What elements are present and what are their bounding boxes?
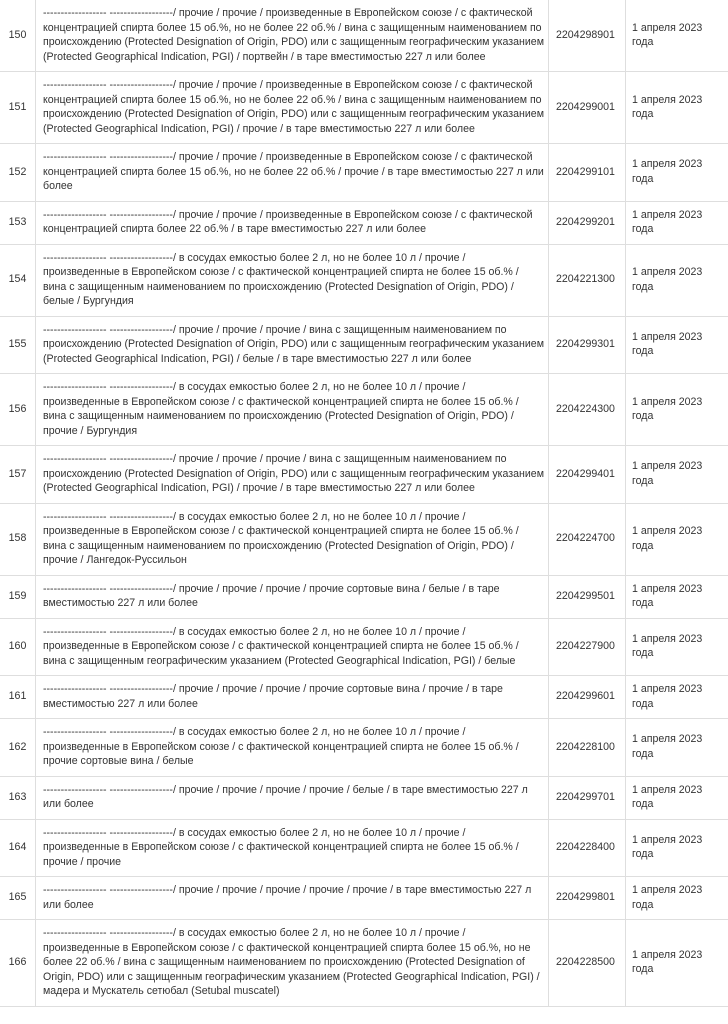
row-description: ------------------ ------------------/ прочие / прочие / прочие / прочие сортовые вина / прочие / в таре вместимостью 227 л или более xyxy=(36,676,549,719)
row-description: ------------------ ------------------/ прочие / прочие / прочие / вина с защищенным наименованием по происхождению (Protected Designation of Origin, PDO) или с защищенным географическим указанием (Protected Geographical Indication, PGI) / прочие / в таре вместимостью 227 л или более xyxy=(36,446,549,504)
row-number: 159 xyxy=(0,575,36,618)
row-effective-date: 1 апреля 2023 года xyxy=(626,72,728,144)
row-description: ------------------ ------------------/ прочие / прочие / произведенные в Европейском союзе / с фактической концентрацией спирта более 15 об.%, но не более 22 об.% / вина с защищенным наименованием по происхождению (Protected Designation of Origin, PDO) или с защищенным географическим указанием (Protected Geographical Indication, PGI) / прочие / в таре вместимостью 227 л или более xyxy=(36,72,549,144)
row-code: 2204228400 xyxy=(549,819,626,877)
row-description: ------------------ ------------------/ прочие / прочие / прочие / прочие / белые / в таре вместимостью 227 л или более xyxy=(36,776,549,819)
row-description: ------------------ ------------------/ прочие / прочие / произведенные в Европейском союзе / с фактической концентрацией спирта более 22 об.% / в таре вместимостью 227 л или более xyxy=(36,201,549,244)
row-effective-date: 1 апреля 2023 года xyxy=(626,316,728,374)
row-code: 2204299101 xyxy=(549,144,626,202)
row-code: 2204299201 xyxy=(549,201,626,244)
row-description: ------------------ ------------------/ в сосудах емкостью более 2 л, но не более 10 л / прочие / произведенные в Европейском союзе / с фактической концентрацией спирта не более 15 об.% / вина с защищенным географическим указанием (Protected Geographical Indication, PGI) / белые xyxy=(36,618,549,676)
row-number: 157 xyxy=(0,446,36,504)
table-row xyxy=(0,0,728,72)
row-effective-date: 1 апреля 2023 года xyxy=(626,618,728,676)
row-effective-date: 1 апреля 2023 года xyxy=(626,920,728,1007)
row-number: 163 xyxy=(0,776,36,819)
row-number: 153 xyxy=(0,201,36,244)
row-effective-date: 1 апреля 2023 года xyxy=(626,201,728,244)
row-number: 150 xyxy=(0,0,36,72)
row-effective-date: 1 апреля 2023 года xyxy=(626,676,728,719)
row-effective-date: 1 апреля 2023 года xyxy=(626,374,728,446)
row-number: 155 xyxy=(0,316,36,374)
row-effective-date: 1 апреля 2023 года xyxy=(626,0,728,72)
row-number: 158 xyxy=(0,503,36,575)
row-description: ------------------ ------------------/ в сосудах емкостью более 2 л, но не более 10 л / прочие / произведенные в Европейском союзе / с фактической концентрацией спирта не более 15 об.% / прочие сортовые вина / белые xyxy=(36,719,549,777)
row-effective-date: 1 апреля 2023 года xyxy=(626,877,728,920)
row-code: 2204299701 xyxy=(549,776,626,819)
row-number: 166 xyxy=(0,920,36,1007)
table-row xyxy=(0,920,728,1007)
row-description: ------------------ ------------------/ в сосудах емкостью более 2 л, но не более 10 л / прочие / произведенные в Европейском союзе / с фактической концентрацией спирта не более 15 об.% / вина с защищенным наименованием по происхождению (Protected Designation of Origin, PDO) / белые / Бургундия xyxy=(36,244,549,316)
row-number: 161 xyxy=(0,676,36,719)
row-description: ------------------ ------------------/ прочие / прочие / прочие / прочие сортовые вина / белые / в таре вместимостью 227 л или более xyxy=(36,575,549,618)
table-row xyxy=(0,819,728,877)
row-code: 2204299801 xyxy=(549,877,626,920)
table-row xyxy=(0,374,728,446)
row-number: 156 xyxy=(0,374,36,446)
table-row xyxy=(0,719,728,777)
row-description: ------------------ ------------------/ в сосудах емкостью более 2 л, но не более 10 л / прочие / произведенные в Европейском союзе / с фактической концентрацией спирта не более 15 об.% / прочие / прочие xyxy=(36,819,549,877)
row-number: 165 xyxy=(0,877,36,920)
row-code: 2204228100 xyxy=(549,719,626,777)
table-row xyxy=(0,316,728,374)
row-description: ------------------ ------------------/ прочие / прочие / произведенные в Европейском союзе / с фактической концентрацией спирта более 15 об.%, но не более 22 об.% / прочие / в таре вместимостью 227 л или более xyxy=(36,144,549,202)
table-row xyxy=(0,618,728,676)
row-description: ------------------ ------------------/ в сосудах емкостью более 2 л, но не более 10 л / прочие / произведенные в Европейском союзе / с фактической концентрацией спирта не более 15 об.% / вина с защищенным наименованием по происхождению (Protected Designation of Origin, PDO) / прочие / Лангедок-Руссильон xyxy=(36,503,549,575)
table-row xyxy=(0,575,728,618)
row-number: 162 xyxy=(0,719,36,777)
table-row xyxy=(0,776,728,819)
table-row xyxy=(0,244,728,316)
row-code: 2204299401 xyxy=(549,446,626,504)
row-description: ------------------ ------------------/ прочие / прочие / произведенные в Европейском союзе / с фактической концентрацией спирта более 15 об.%, но не более 22 об.% / вина с защищенным наименованием по происхождению (Protected Designation of Origin, PDO) или с защищенным географическим указанием (Protected Geographical Indication, PGI) / портвейн / в таре вместимостью 227 л или более xyxy=(36,0,549,72)
row-code: 2204299001 xyxy=(549,72,626,144)
row-effective-date: 1 апреля 2023 года xyxy=(626,819,728,877)
row-number: 160 xyxy=(0,618,36,676)
table-row xyxy=(0,676,728,719)
row-description: ------------------ ------------------/ прочие / прочие / прочие / вина с защищенным наименованием по происхождению (Protected Designation of Origin, PDO) или с защищенным географическим указанием (Protected Geographical Indication, PGI) / белые / в таре вместимостью 227 л или более xyxy=(36,316,549,374)
table-row xyxy=(0,144,728,202)
row-effective-date: 1 апреля 2023 года xyxy=(626,244,728,316)
row-description: ------------------ ------------------/ в сосудах емкостью более 2 л, но не более 10 л / прочие / произведенные в Европейском союзе / с фактической концентрацией спирта не более 15 об.% / вина с защищенным наименованием по происхождению (Protected Designation of Origin, PDO) / прочие / Бургундия xyxy=(36,374,549,446)
row-number: 151 xyxy=(0,72,36,144)
row-description: ------------------ ------------------/ в сосудах емкостью более 2 л, но не более 10 л / прочие / произведенные в Европейском союзе / с фактической концентрацией спирта более 15 об.%, но не более 22 об.% / вина с защищенным наименованием по происхождению (Protected Designation of Origin, PDO) или с защищенным географическим указанием (Protected Geographical Indication, PGI) / мадера и Мускатель сетюбал (Setubal muscatel) xyxy=(36,920,549,1007)
row-code: 2204221300 xyxy=(549,244,626,316)
row-code: 2204224300 xyxy=(549,374,626,446)
row-effective-date: 1 апреля 2023 года xyxy=(626,575,728,618)
row-code: 2204298901 xyxy=(549,0,626,72)
table-row xyxy=(0,446,728,504)
row-code: 2204299301 xyxy=(549,316,626,374)
row-code: 2204224700 xyxy=(549,503,626,575)
row-number: 164 xyxy=(0,819,36,877)
row-effective-date: 1 апреля 2023 года xyxy=(626,719,728,777)
row-code: 2204299601 xyxy=(549,676,626,719)
row-code: 2204299501 xyxy=(549,575,626,618)
row-code: 2204227900 xyxy=(549,618,626,676)
table-row xyxy=(0,72,728,144)
row-effective-date: 1 апреля 2023 года xyxy=(626,776,728,819)
table-row xyxy=(0,201,728,244)
row-effective-date: 1 апреля 2023 года xyxy=(626,144,728,202)
row-effective-date: 1 апреля 2023 года xyxy=(626,446,728,504)
row-description: ------------------ ------------------/ прочие / прочие / прочие / прочие / прочие / в таре вместимостью 227 л или более xyxy=(36,877,549,920)
row-code: 2204228500 xyxy=(549,920,626,1007)
table-row xyxy=(0,877,728,920)
row-effective-date: 1 апреля 2023 года xyxy=(626,503,728,575)
table-row xyxy=(0,503,728,575)
row-number: 154 xyxy=(0,244,36,316)
row-number: 152 xyxy=(0,144,36,202)
